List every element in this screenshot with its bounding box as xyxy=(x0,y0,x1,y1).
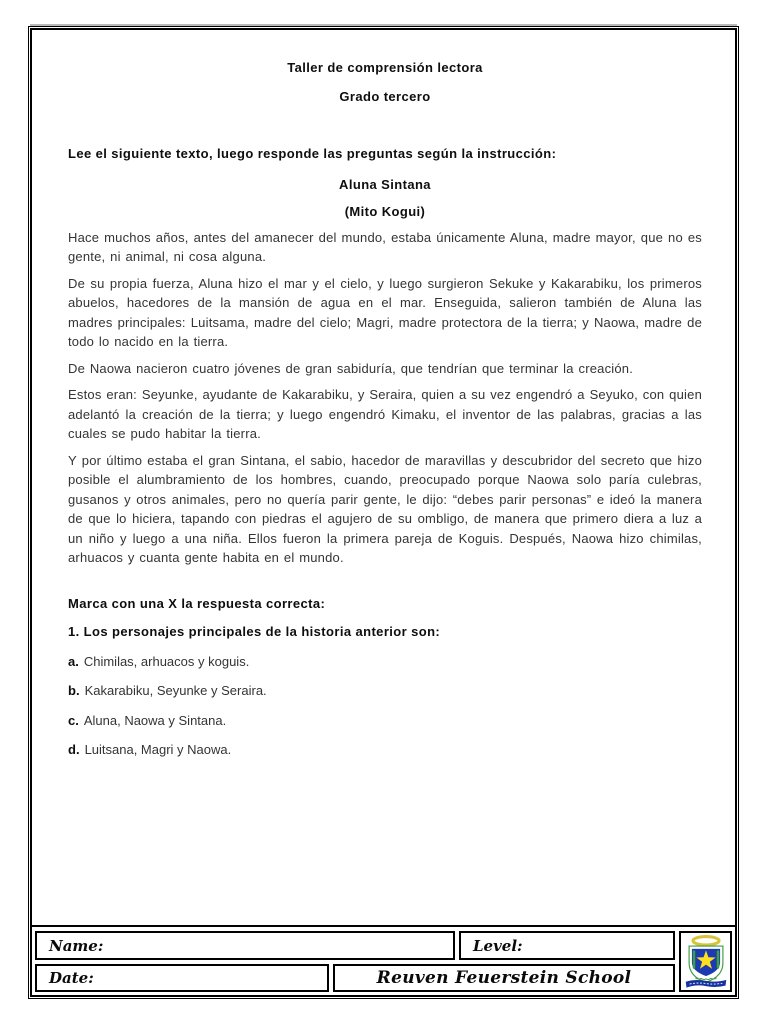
crest-banner xyxy=(685,979,726,987)
document-title: Taller de comprensión lectora xyxy=(287,60,483,75)
level-label: Level: xyxy=(473,936,523,955)
option-letter: a. xyxy=(68,653,79,669)
name-label: Name: xyxy=(49,936,104,955)
story-paragraph: Hace muchos años, antes del amanecer del mundo, estaba únicamente Aluna, madre mayor, que no es gente, ni animal, ni cosa alguna. xyxy=(68,229,702,264)
reading-instruction: Lee el siguiente texto, luego responde las preguntas según la instrucción: xyxy=(68,146,557,161)
option-letter: d. xyxy=(68,742,80,757)
quiz-option-b xyxy=(68,681,702,701)
crest-column-left xyxy=(692,950,695,968)
story-paragraph: De su propia fuerza, Aluna hizo el mar y el cielo, y luego surgieron Sekuke y Kakarabiku, los primeros abuelos, hacedores de la mansión de agua en el mar. Enseguida, salieron también de Aluna las madres principales: Luitsama, madre del cielo; Magri, madre protectora de la tierra; y Naowa, madre de todo lo nacido en la tierra. xyxy=(68,275,702,349)
date-label: Date: xyxy=(49,969,94,987)
date-field xyxy=(35,964,329,992)
name-field xyxy=(35,931,455,960)
school-logo-cell xyxy=(679,931,732,992)
school-crest-icon xyxy=(683,934,729,990)
content-bottom-rule xyxy=(32,925,735,927)
quiz-option-d xyxy=(68,740,702,760)
story-paragraph: Estos eran: Seyunke, ayudante de Kakarabiku, y Seraira, quien a su vez engendró a Seyuko, con quien adelantó la creación de la tierra; y luego engendró Kimaku, el inventor de las palabras, gracias a las cuales se pudo habitar la tierra. xyxy=(68,387,702,441)
quiz-question-1: 1. Los personajes principales de la historia anterior son: xyxy=(68,624,441,639)
story-paragraph: De Naowa nacieron cuatro jóvenes de gran sabiduría, que tendrían que terminar la creación. xyxy=(68,360,634,376)
option-text: Chimilas, arhuacos y koguis. xyxy=(83,653,250,669)
worksheet-page xyxy=(30,28,737,997)
school-name: Reuven Feuerstein School xyxy=(376,968,632,988)
story-title: Aluna Sintana xyxy=(339,176,431,192)
quiz-instruction: Marca con una X la respuesta correcta: xyxy=(68,595,326,611)
option-text: Luitsana, Magri y Naowa. xyxy=(84,742,232,757)
footer-table xyxy=(35,931,732,992)
option-letter: b. xyxy=(68,683,80,698)
school-name-cell xyxy=(333,964,675,992)
quiz-option-c xyxy=(68,711,702,731)
document-grade: Grado tercero xyxy=(339,88,431,104)
worksheet-content xyxy=(32,30,735,760)
option-text: Kakarabiku, Seyunke y Seraira. xyxy=(84,683,267,698)
story-subtitle: (Mito Kogui) xyxy=(344,204,426,219)
story-paragraph: Y por último estaba el gran Sintana, el sabio, hacedor de maravillas y descubridor del secreto que hizo posible el alumbramiento de los hombres, cuando, preocupado porque Naowa solo paría culebras, gusanos y otros animales, pero no quería parir gente, le dijo: “debes parir personas” e ideó la manera de que lo hiciera, tapando con piedras el agujero de su ombligo, de manera que primero diera a luz a un niño y luego a una niña. Ellos fueron la primera pareja de Koguis. Después, Naowa hizo chimilas, arhuacos y cuanta gente habita en el mundo. xyxy=(68,452,702,565)
option-letter: c. xyxy=(68,712,79,728)
crest-halo xyxy=(692,936,718,944)
option-text: Aluna, Naowa y Sintana. xyxy=(83,712,227,728)
quiz-option-a xyxy=(68,652,702,672)
level-field xyxy=(459,931,675,960)
crest-column-right xyxy=(716,950,719,968)
